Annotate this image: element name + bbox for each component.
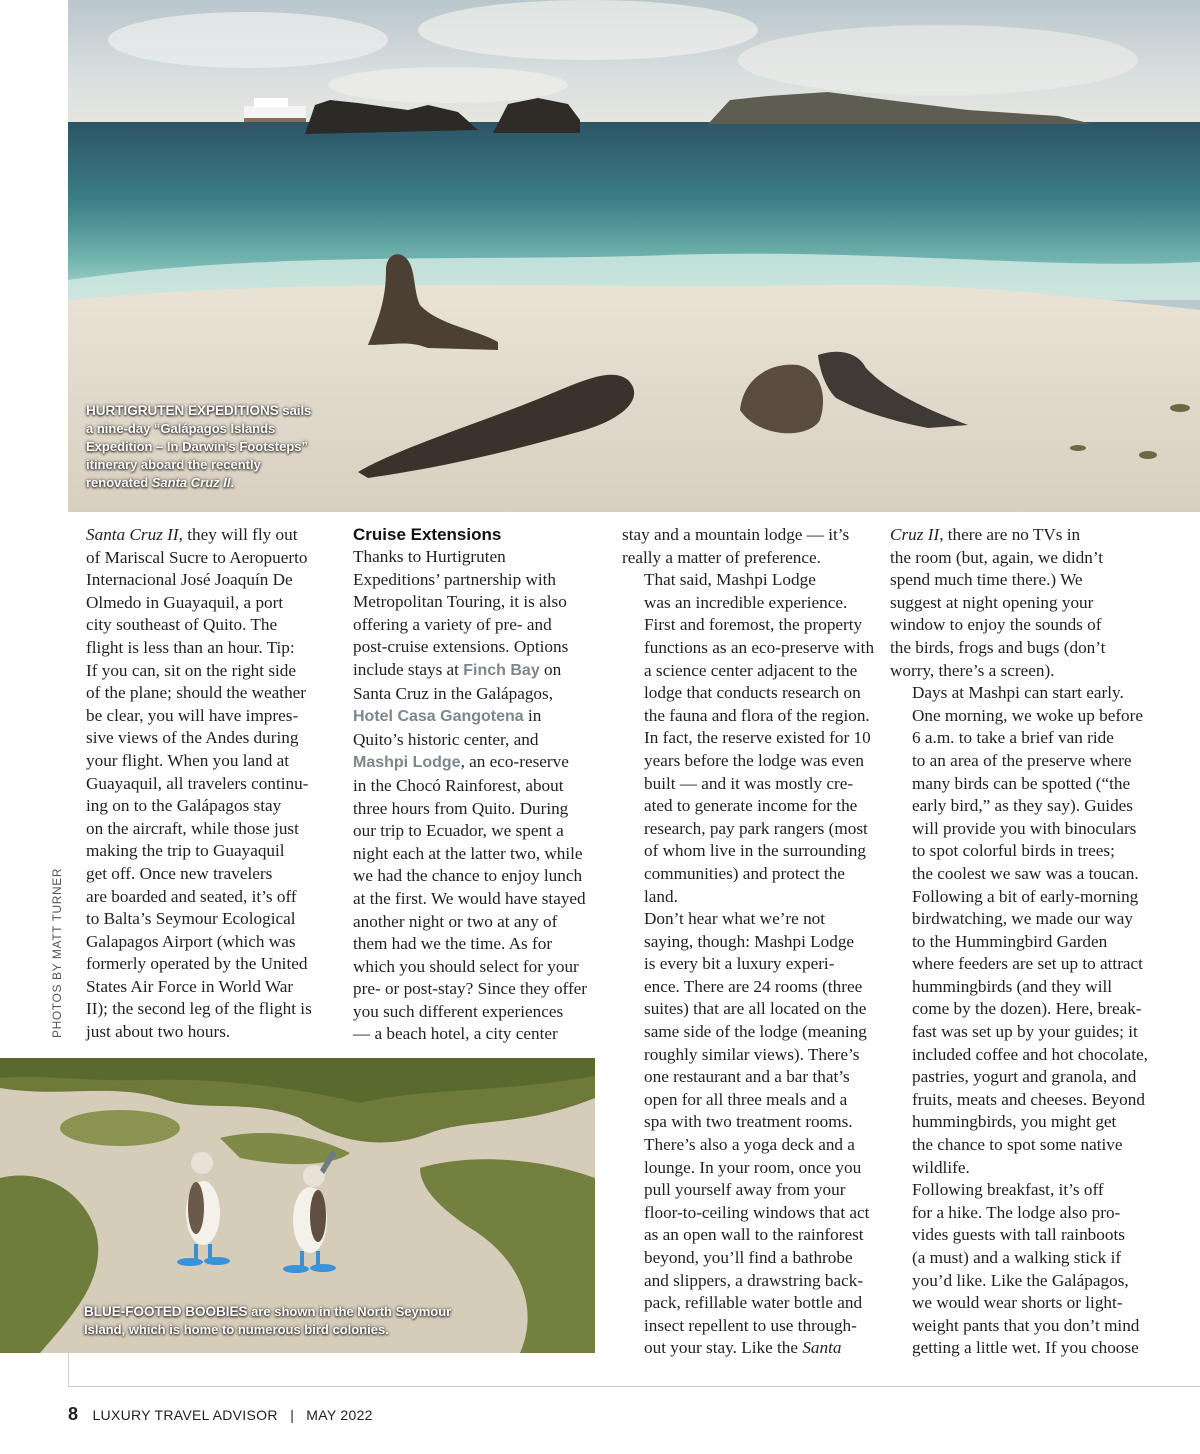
text-line: Expeditions’ partnership with xyxy=(353,569,557,589)
text-line: hummingbirds (and they will xyxy=(912,976,1113,996)
text-line: Days at Mashpi can start early. xyxy=(912,683,1124,703)
text-line: and slippers, a drawstring back- xyxy=(644,1270,864,1290)
text-line: Olmedo in Guayaquil, a port xyxy=(86,592,284,612)
text-line: hummingbirds, you might get xyxy=(912,1112,1117,1132)
text-line: them had we the time. As for xyxy=(353,934,553,954)
text-line: ated to generate income for the xyxy=(644,796,858,816)
text-line: States Air Force in World War xyxy=(86,976,294,996)
text-line: we would wear shorts or light- xyxy=(912,1293,1123,1313)
text-line: pack, refillable water bottle and xyxy=(644,1293,863,1313)
text-line: pull yourself away from your xyxy=(644,1180,846,1200)
caption-text: are shown in the North Seymour xyxy=(247,1304,452,1319)
text-line: formerly operated by the United xyxy=(86,954,308,974)
text-line: One morning, we woke up before xyxy=(912,705,1144,725)
text-line: Thanks to Hurtigruten xyxy=(353,547,506,566)
text-line: you such different experiences xyxy=(353,1001,564,1021)
text-line: In fact, the reserve existed for 10 xyxy=(644,728,871,748)
article-column-3 xyxy=(622,524,875,1360)
text-line: offering a variety of pre- and xyxy=(353,614,552,634)
text-line: our trip to Ecuador, we spent a xyxy=(353,821,564,841)
text-line: communities) and protect the xyxy=(644,863,845,883)
text-line: open for all three meals and a xyxy=(644,1089,848,1109)
caption-text: renovated xyxy=(86,475,152,490)
text-line: flight is less than an hour. Tip: xyxy=(86,637,295,657)
divider xyxy=(68,1386,1200,1387)
text-line: the birds, frogs and bugs (don’t xyxy=(890,637,1106,657)
caption-lead: BLUE-FOOTED BOOBIES xyxy=(84,1304,248,1319)
text-line: will provide you with binoculars xyxy=(912,818,1137,838)
text-line: to the Hummingbird Garden xyxy=(912,931,1108,951)
text-fragment: on xyxy=(539,659,562,679)
text-line: land. xyxy=(644,886,678,906)
text-line: Internacional José Joaquín De xyxy=(86,570,293,590)
text-line: to an area of the preserve where xyxy=(912,750,1132,770)
text-line: just about two hours. xyxy=(86,1022,231,1042)
mashpi-lodge-link[interactable]: Mashpi Lodge xyxy=(353,754,461,772)
text-line: one restaurant and a bar that’s xyxy=(644,1067,850,1087)
caption-text: . xyxy=(230,475,235,490)
text-line: to Balta’s Seymour Ecological xyxy=(86,909,296,929)
text-line: birdwatching, we made our way xyxy=(912,909,1133,929)
text-line: There’s also a yoga deck and a xyxy=(644,1135,855,1155)
text-line: Santa Cruz in the Galápagos, xyxy=(353,683,553,703)
text-line: early bird,” as they say). Guides xyxy=(912,796,1133,816)
text-line: fruits, meats and cheeses. Beyond xyxy=(912,1089,1145,1109)
finch-bay-link[interactable]: Finch Bay xyxy=(463,661,540,679)
text-line: pre- or post-stay? Since they offer xyxy=(353,979,588,999)
paragraph xyxy=(622,524,867,569)
text-line: where feeders are set up to attract xyxy=(912,954,1143,974)
text-line: is every bit a luxury experi- xyxy=(644,954,835,974)
text-line xyxy=(353,659,603,683)
text-line: of whom live in the surrounding xyxy=(644,841,866,861)
text-line: years before the lodge was even xyxy=(644,750,864,770)
text-line: built — and it was mostly cre- xyxy=(644,773,854,793)
paragraph xyxy=(890,682,1148,1179)
text-line: Following breakfast, it’s off xyxy=(912,1180,1104,1200)
text-line: insect repellent to use through- xyxy=(644,1315,857,1335)
text-line: we had the chance to enjoy lunch xyxy=(353,866,583,886)
caption-text: sails xyxy=(278,403,312,418)
text-line: Galapagos Airport (which was xyxy=(86,931,296,951)
text-line: spa with two treatment rooms. xyxy=(644,1112,853,1132)
text-line xyxy=(353,705,603,729)
paragraph xyxy=(353,546,603,1046)
text-line: getting a little wet. If you choose xyxy=(912,1338,1139,1358)
text-line: — a beach hotel, a city center xyxy=(353,1024,558,1044)
text-line: That said, Mashpi Lodge xyxy=(644,570,816,590)
text-line xyxy=(353,751,603,775)
text-fragment: include stays at xyxy=(353,659,464,679)
text-line: which you should select for your xyxy=(353,956,579,976)
text-line: of Mariscal Sucre to Aeropuerto xyxy=(86,547,308,567)
text-line: really a matter of preference. xyxy=(622,547,821,567)
text-line: the fauna and flora of the region. xyxy=(644,705,870,725)
top-photo-caption xyxy=(86,402,346,492)
text-line: a science center adjacent to the xyxy=(644,660,858,680)
text-line: Following a bit of early-morning xyxy=(912,886,1139,906)
text-line: night each at the latter two, while xyxy=(353,843,583,863)
text-line: lodge that conducts research on xyxy=(644,683,861,703)
paragraph xyxy=(890,1179,1140,1360)
text-line: Metropolitan Touring, it is also xyxy=(353,592,567,612)
text-line xyxy=(622,1337,867,1360)
text-line: was an incredible experience. xyxy=(644,592,848,612)
photo-credit: PHOTOS BY MATT TURNER xyxy=(50,867,64,1038)
text-line: get off. Once new travelers xyxy=(86,863,273,883)
hotel-casa-gangotena-link[interactable]: Hotel Casa Gangotena xyxy=(353,708,524,726)
text-line: beyond, you’ll find a bathrobe xyxy=(644,1248,853,1267)
text-line: are boarded and seated, it’s off xyxy=(86,886,297,906)
ship-name: Santa Cruz II xyxy=(151,475,231,490)
text-line: on the aircraft, while those just xyxy=(86,818,299,838)
text-line: many birds can be spotted (“the xyxy=(912,773,1131,793)
text-line: vides guests with tall rainboots xyxy=(912,1225,1125,1245)
text-line: fast was set up by your guides; it xyxy=(912,1022,1138,1042)
text-line: come by the dozen). Here, break- xyxy=(912,999,1142,1019)
text-line xyxy=(86,524,326,547)
text-line: ence. There are 24 rooms (three xyxy=(644,976,863,996)
ship-name: Cruz II xyxy=(890,525,940,544)
text-line: be clear, you will have impres- xyxy=(86,705,299,725)
paragraph xyxy=(890,524,1140,682)
text-line: window to enjoy the sounds of xyxy=(890,615,1102,635)
text-line: 6 a.m. to take a brief van ride xyxy=(912,728,1114,748)
text-line: floor-to-ceiling windows that act xyxy=(644,1202,870,1222)
text-line: research, pay park rangers (most xyxy=(644,818,868,838)
text-line: three hours from Quito. During xyxy=(353,798,569,818)
text-line: as an open wall to the rainforest xyxy=(644,1225,864,1245)
paragraph xyxy=(622,908,870,1360)
text-line: stay and a mountain lodge — it’s xyxy=(622,525,850,544)
page-number: 8 xyxy=(68,1404,79,1424)
caption-text: a nine-day “Galápagos Islands xyxy=(86,421,276,436)
section-heading: Cruise Extensions xyxy=(353,525,502,544)
text-line: your flight. When you land at xyxy=(86,750,290,770)
page-footer xyxy=(68,1404,373,1425)
text-line: the chance to spot some native xyxy=(912,1135,1123,1155)
text-line: Quito’s historic center, and xyxy=(353,729,539,749)
text-fragment: , an eco-reserve xyxy=(460,752,569,772)
caption-text: Expedition – In Darwin’s Footsteps” xyxy=(86,439,308,454)
text-line: roughly similar views). There’s xyxy=(644,1044,860,1064)
text-fragment: out your stay. Like the xyxy=(644,1338,803,1358)
paragraph xyxy=(86,524,326,1044)
text-line: same side of the lodge (meaning xyxy=(644,1022,867,1042)
text-line: worry, there’s a screen). xyxy=(890,660,1055,680)
text-line: First and foremost, the property xyxy=(644,615,863,635)
text-line: ing on to the Galápagos stay xyxy=(86,796,282,816)
caption-lead: HURTIGRUTEN EXPEDITIONS xyxy=(86,403,279,418)
caption-text: Island, which is home to numerous bird colonies. xyxy=(84,1322,389,1337)
text-line: If you can, sit on the right side xyxy=(86,660,297,680)
issue-date: MAY 2022 xyxy=(306,1407,373,1423)
text-line: suites) that are all located on the xyxy=(644,999,867,1019)
text-line: suggest at night opening your xyxy=(890,592,1094,612)
text-line: in the Chocó Rainforest, about xyxy=(353,775,564,795)
footer-separator: | xyxy=(290,1407,294,1423)
text-line: post-cruise extensions. Options xyxy=(353,637,569,657)
text-line xyxy=(890,524,1140,547)
text-line: of the plane; should the weather xyxy=(86,683,307,703)
article-column-1 xyxy=(86,524,326,1044)
text-line: city southeast of Quito. The xyxy=(86,615,278,635)
article-column-2 xyxy=(353,524,603,1046)
text-line: II); the second leg of the flight is xyxy=(86,999,312,1019)
text-line: wildlife. xyxy=(912,1157,970,1177)
text-line: included coffee and hot chocolate, xyxy=(912,1044,1148,1064)
text-line: pastries, yogurt and granola, and xyxy=(912,1067,1137,1087)
text-line: the coolest we saw was a toucan. xyxy=(912,863,1139,883)
text-line: to spot colorful birds in trees; xyxy=(912,841,1115,861)
text-line: functions as an eco-preserve with xyxy=(644,637,875,657)
text-fragment: , there are no TVs in xyxy=(939,525,1081,544)
text-fragment: , they will fly out xyxy=(178,525,298,544)
text-line: saying, though: Mashpi Lodge xyxy=(644,931,855,951)
text-line: lounge. In your room, once you xyxy=(644,1157,862,1177)
article-column-4 xyxy=(890,524,1148,1360)
text-line: weight pants that you don’t mind xyxy=(912,1315,1140,1335)
text-line: another night or two at any of xyxy=(353,911,558,931)
text-line: at the first. We would have stayed xyxy=(353,888,586,908)
divider xyxy=(68,1353,69,1387)
caption-text: itinerary aboard the recently xyxy=(86,457,261,472)
bottom-photo-caption xyxy=(84,1303,524,1339)
text-line: for a hike. The lodge also pro- xyxy=(912,1202,1121,1222)
text-line: the room (but, again, we didn’t xyxy=(890,547,1104,567)
text-line: making the trip to Guayaquil xyxy=(86,841,285,861)
magazine-name: LUXURY TRAVEL ADVISOR xyxy=(92,1407,278,1423)
ship-name: Santa Cruz II xyxy=(86,525,179,544)
text-line: sive views of the Andes during xyxy=(86,728,299,748)
text-line: (a must) and a walking stick if xyxy=(912,1248,1122,1267)
text-line: Guayaquil, all travelers continu- xyxy=(86,773,309,793)
text-line: you’d like. Like the Galápagos, xyxy=(912,1270,1129,1290)
ship-name: Santa xyxy=(802,1338,842,1358)
paragraph xyxy=(622,569,875,908)
text-fragment: in xyxy=(523,706,542,726)
text-line: spend much time there.) We xyxy=(890,570,1083,590)
text-line: Don’t hear what we’re not xyxy=(644,909,826,929)
